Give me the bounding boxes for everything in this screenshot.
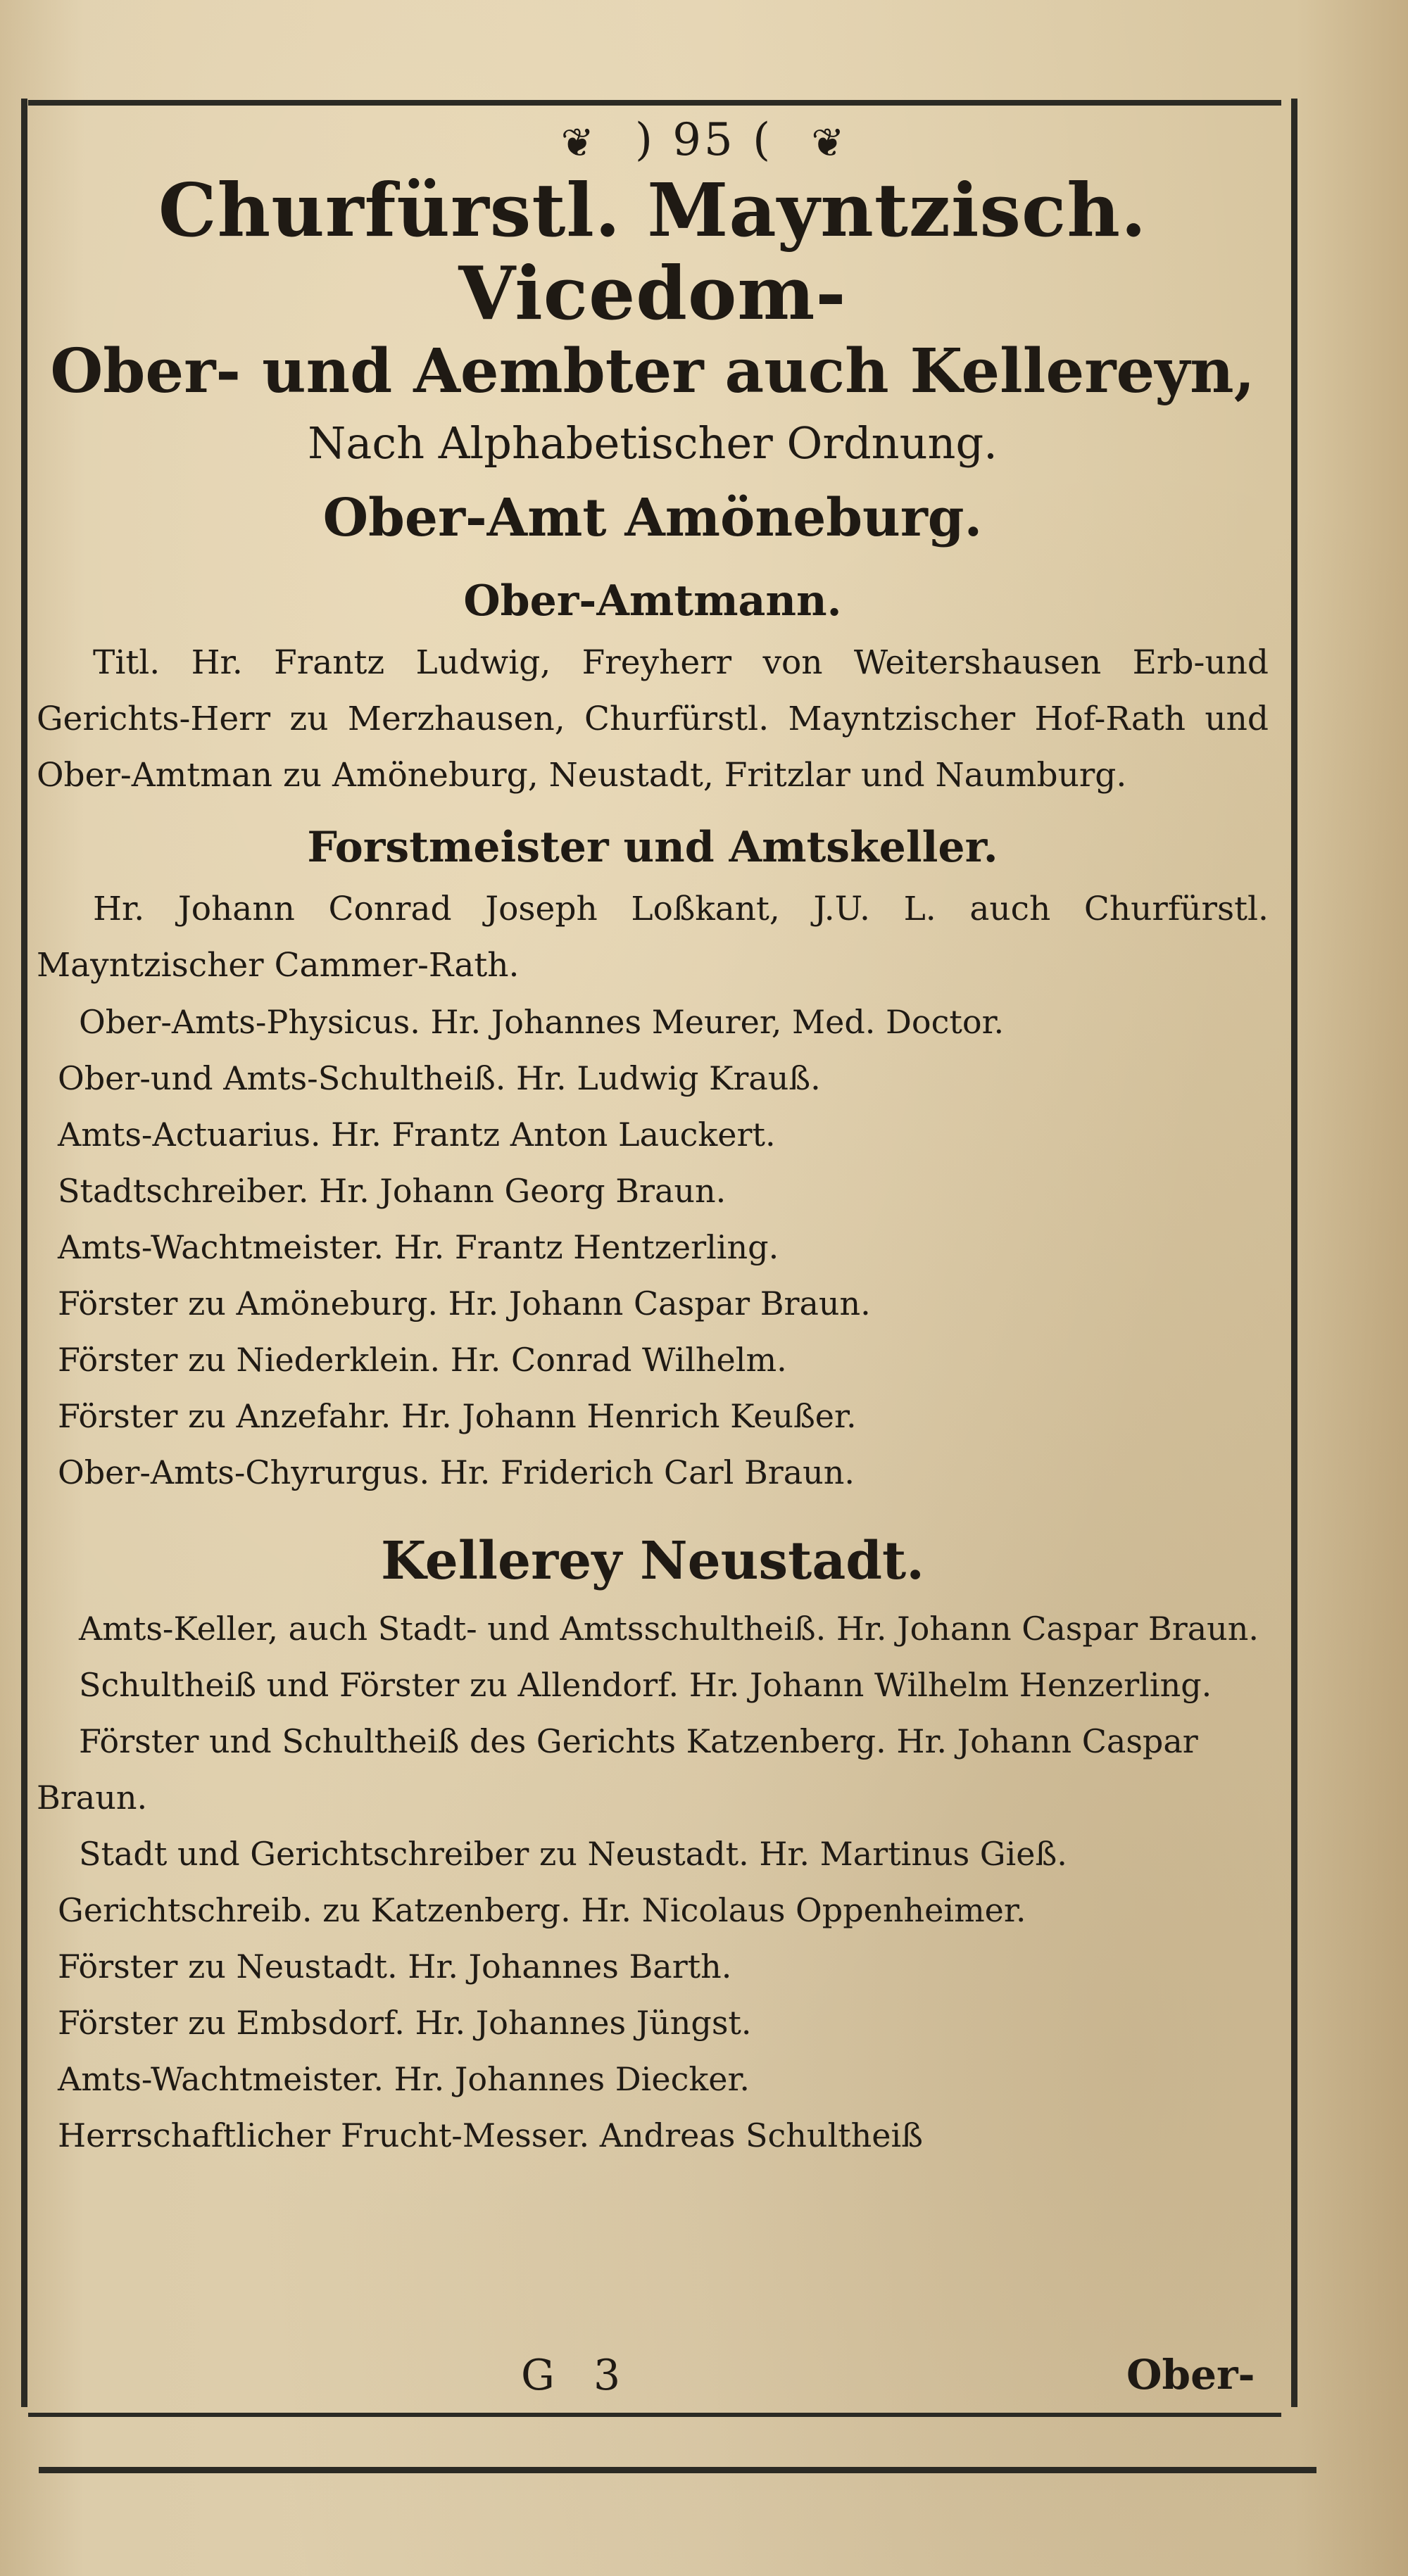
kellerey-heading: Kellerey Neustadt.: [381, 1531, 924, 1591]
text-block: [37, 169, 1269, 2164]
office-title: Ober-Amt Amöneburg.: [322, 488, 983, 548]
list-item: Ober-Amts-Physicus. Hr. Johannes Meurer, Med. Doctor.: [79, 1003, 1005, 1041]
forstmeister-heading: Forstmeister und Amtskeller.: [307, 823, 998, 872]
fleuron-left-icon: ❦: [560, 120, 597, 166]
list-item: Stadt und Gerichtschreiber zu Neustadt. Hr. Martinus Gieß.: [79, 1835, 1067, 1873]
list-item: Förster zu Niederklein. Hr. Conrad Wilhelm.: [58, 1341, 787, 1379]
list-item: Schultheiß und Förster zu Allendorf. Hr. Johann Wilhelm Henzerling.: [79, 1666, 1212, 1704]
forstmeister-text: Hr. Johann Conrad Joseph Loßkant, J.U. L. auch Churfürstl. Mayntzischer Cammer-Rath.: [37, 890, 1269, 985]
signature-mark: G 3: [521, 2351, 634, 2400]
catchword: Ober-: [1126, 2351, 1255, 2399]
list-item: Gerichtschreib. zu Katzenberg. Hr. Nicolaus Oppenheimer.: [58, 1891, 1026, 1929]
list-item: Ober-und Amts-Schultheiß. Hr. Ludwig Krauß.: [58, 1059, 821, 1097]
list-item: Förster zu Embsdorf. Hr. Johannes Jüngst.: [58, 2004, 752, 2042]
list-item: Amts-Keller, auch Stadt- und Amtsschultheiß. Hr. Johann Caspar Braun.: [79, 1610, 1259, 1648]
ober-amtmann-heading: Ober-Amtmann.: [463, 576, 842, 626]
page-subtitle: Ober- und Aembter auch Kellereyn,: [50, 336, 1255, 407]
list-item: Förster zu Neustadt. Hr. Johannes Barth.: [58, 1947, 732, 1985]
page-number: ) 95 (: [634, 114, 774, 166]
list-item: Förster zu Amöneburg. Hr. Johann Caspar Braun.: [58, 1284, 871, 1322]
list-item: Herrschaftlicher Frucht-Messer. Andreas Schultheiß: [58, 2116, 923, 2154]
page-title: Churfürstl. Mayntzisch. Vicedom-: [158, 167, 1148, 336]
list-item: Ober-Amts-Chyrurgus. Hr. Friderich Carl Braun.: [58, 1453, 855, 1491]
fleuron-right-icon: ❦: [811, 120, 848, 166]
list-item: Amts-Wachtmeister. Hr. Frantz Hentzerling.: [58, 1228, 779, 1266]
list-item: Amts-Actuarius. Hr. Frantz Anton Lauckert.: [58, 1116, 776, 1154]
list-item: Förster und Schultheiß des Gerichts Katzenberg. Hr. Johann Caspar Braun.: [37, 1722, 1198, 1817]
list-item: Förster zu Anzefahr. Hr. Johann Henrich Keußer.: [58, 1397, 857, 1435]
outer-bottom-rule: [39, 2467, 1316, 2473]
list-item: Amts-Wachtmeister. Hr. Johannes Diecker.: [58, 2060, 750, 2098]
list-item: Stadtschreiber. Hr. Johann Georg Braun.: [58, 1172, 727, 1210]
ober-amtmann-text: Titl. Hr. Frantz Ludwig, Freyherr von Weitershausen Erb-und Gerichts-Herr zu Merzhausen, Churfürstl. Mayntzischer Hof-Rath und Ober-Amtman zu Amöneburg, Neustadt, Fritzlar und Naumburg.: [37, 643, 1269, 795]
ordering-note: Nach Alphabetischer Ordnung.: [308, 417, 998, 469]
page-footer: [0, 2351, 1408, 2414]
